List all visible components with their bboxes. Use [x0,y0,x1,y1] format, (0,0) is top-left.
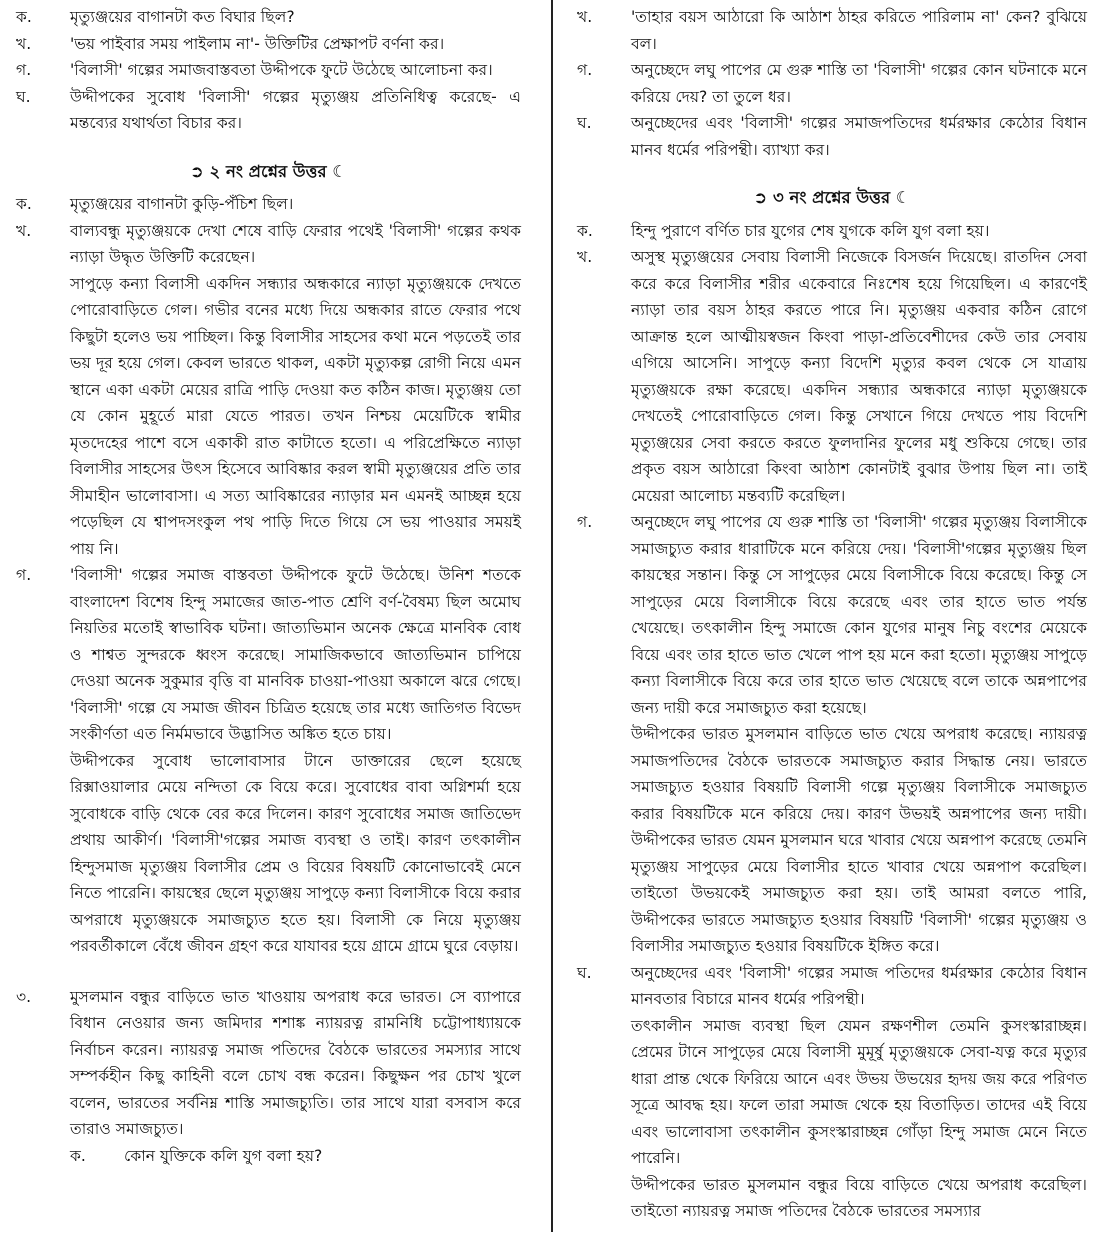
question-number: ৩. [16,987,32,1006]
answer-item [16,218,521,271]
item-marker: ক. [577,221,593,240]
right-column [577,4,1087,1225]
question-item [577,57,1087,110]
item-text: অনুচ্ছেদে লঘু পাপের যে গুরু শাস্তি তা 'বিলাসী' গল্পের মৃত্যুঞ্জয় বিলাসীকে সমাজচ্যুত করার ধারাটিকে মনে করিয়ে দেয়। 'বিলাসী'গল্পের মৃত্যুঞ্জয় ছিল কায়স্থের সন্তান। কিন্তু সে সাপুড়ের মেয়ে বিলাসীকে বিয়ে করেছে। কিন্তু সে সাপুড়ের মেয়ে বিলাসীকে বিয়ে করেছে এবং তার হাতে ভাত পর্যন্ত খেয়েছে। তৎকালীন হিন্দু সমাজে কোন যুগের মানুষ নিচু বংশের মেয়েকে বিয়ে এবং তার হাতে ভাত খেলে পাপ হয় মনে করা হতো। মৃত্যুঞ্জয় সাপুড়ে কন্যা বিলাসীকে বিয়ে করে তার হাতে ভাত খেয়েছে বলে তাকে অন্নপাপের জন্য দায়ী করে সমাজচ্যুত করা হয়েছে। [631,513,1087,717]
item-marker: ক. [70,1146,86,1165]
answer-paragraph: তৎকালীন সমাজ ব্যবস্থা ছিল যেমন রক্ষণশীল তেমনি কুসংস্কারাচ্ছন্ন। প্রেমের টানে সাপুড়ের মেয়ে বিলাসী মুমূর্ষু মৃত্যুঞ্জয়কে সেবা-যত্ন করে মৃত্যুর ধারা প্রান্ত থেকে ফিরিয়ে আনে এবং উভয় উভয়ের হৃদয় জয় করে পরিণত সূত্রে আবদ্ধ হয়। ফলে তারা সমাজ থেকে হয় বিতাড়িত। তাদের এই বিয়ে এবং ভালোবাসা তৎকালীন কুসংস্কারাচ্ছন্ন গোঁড়া হিন্দু সমাজ মেনে নিতে পারেনি। [631,1016,1087,1167]
item-text: 'বিলাসী' গল্পের সমাজবাস্তবতা উদ্দীপকে ফুটে উঠেছে আলোচনা কর। [70,61,493,79]
item-marker: গ. [577,513,593,531]
item-marker: খ. [577,248,593,266]
question-item [16,57,521,84]
left-column [16,4,521,1169]
item-marker: গ. [16,566,32,584]
item-marker: খ. [577,8,593,26]
item-marker: গ. [16,61,32,79]
item-marker: ঘ. [16,87,31,106]
item-marker: ক. [16,8,32,26]
item-marker: ঘ. [577,114,592,132]
question-item [16,1143,521,1170]
item-text: অনুচ্ছেদের এবং 'বিলাসী' গল্পের সমাজ পতিদের ধর্মরক্ষার কেঠোর বিধান মানবতার বিচারে মানব ধর্মের পরিপন্থী। [631,963,1087,1008]
column-divider [551,0,553,1232]
item-text: অনুচ্ছেদে লঘু পাপের মে গুরু শাস্তি তা 'বিলাসী' গল্পের কোন ঘটনাকে মনে করিয়ে দেয়? তা তুলে ধর। [631,61,1087,106]
question-stem: মুসলমান বন্ধুর বাড়িতে ভাত খাওয়ায় অপরাধ করে ভারত। সে ব্যাপারে বিধান নেওয়ার জন্য জমিদার শশাঙ্ক ন্যায়রত্ন রামনিধি চট্টোপাধ্যায়কে নির্বাচন করেন। ন্যায়রত্ন সমাজ পতিদের বৈঠকে ভারতের সমস্যার সাথে সম্পর্কহীন কিছু কাহিনী বলে চোখ বন্ধ করেন। কিছুক্ষন পর চোখ খুলে বলেন, ভারতের সর্বনিম্ন শাস্তি সমাজচ্যুতি। তার সাথে যারা বসবাস করে তারাও সমাজচ্যুত। [70,987,521,1138]
answer-item [577,960,1087,1013]
item-marker: ক. [16,195,32,213]
question-item [577,110,1087,163]
answer-heading: ➲ ২ নং প্রশ্নের উত্তর ☾ [189,161,348,181]
answer-item [577,218,1087,245]
item-marker: ঘ. [577,963,592,982]
item-text: অনুচ্ছেদের এবং 'বিলাসী' গল্পের সমাজপতিদের ধর্মরক্ষার কেঠোর বিধান মানব ধর্মের পরিপন্থী। ব্যাখ্যা কর। [631,114,1087,159]
item-text: উদ্দীপকের সুবোধ 'বিলাসী' গল্পের মৃত্যুঞ্জয় প্রতিনিধিত্ব করেছে- এ মন্তব্যের যথার্থতা বিচার কর। [70,87,521,132]
question-item [577,4,1087,57]
item-text: হিন্দু পুরাণে বর্ণিত চার যুগের শেষ যুগকে কলি যুগ বলা হয়। [631,221,990,240]
item-marker: গ. [577,61,593,79]
answer-paragraph: উদ্দীপকের ভারত মুসলমান বন্ধুর বিয়ে বাড়িতে খেয়ে অপরাধ করেছিল। তাইতো ন্যায়রত্ন সমাজ পতিদের বৈঠকে ভারতের সমস্যার [631,1175,1087,1220]
answer-item [16,562,521,748]
item-text: মৃত্যুঞ্জয়ের বাগানটা কত বিঘার ছিল? [70,8,295,26]
item-marker: খ. [16,221,32,240]
question-item [16,4,521,31]
item-text: কোন যুক্তিকে কলি যুগ বলা হয়? [124,1146,323,1165]
answer-item [16,191,521,218]
question-item [16,84,521,137]
question-item [16,984,521,1143]
answer-paragraph: উদ্দীপকের সুবোধ ভালোবাসার টানে ডাক্তারের ছেলে হয়েছে রিক্সাওয়ালার মেয়ে নন্দিতা কে বিয়ে করে। সুবোধের বাবা অগ্নিশর্মা হয়ে সুবোধকে বাড়ি থেকে বের করে দিলেন। কারণ সুবোধের সমাজ জাতিভেদ প্রথায় আকীর্ণ। 'বিলাসী'গল্পের সমাজ ব্যবস্থা ও তাই। কারণ তৎকালীন হিন্দুসমাজ মৃত্যুঞ্জয় বিলাসীর প্রেম ও বিয়ের বিষয়টি কোনোভাবেই মেনে নিতে পারেনি। কায়স্থের ছেলে মৃত্যুঞ্জয় সাপুড়ে কন্যা বিলাসীকে বিয়ে করার অপরাধে মৃত্যুঞ্জয়কে সমাজচ্যুত হতে হয়। বিলাসী কে নিয়ে মৃত্যুঞ্জয় পরবর্তীকালে বেঁধে জীবন গ্রহণ করে যাযাবর হয়ে গ্রামে গ্রামে ঘুরে বেড়ায়। [70,751,521,955]
answer-paragraph: উদ্দীপকের ভারত মুসলমান বাড়িতে ভাত খেয়ে অপরাধ করেছে। ন্যায়রত্ন সমাজপতিদের বৈঠকে ভারতকে সমাজচ্যুত করার সিদ্ধান্ত নেয়। ভারতে সমাজচ্যুত হওয়ার বিষয়টি বিলাসী গল্পে মৃত্যুঞ্জয় বিলাসীকে সমাজচ্যুত করার বিষয়টিকে মনে করিয়ে দেয়। কারণ উভয়ই অন্নপাপের জন্য দায়ী। উদ্দীপকের ভারত যেমন মুসলমান ঘরে খাবার খেয়ে অন্নপাপ করেছে তেমনি মৃত্যুঞ্জয় সাপুড়ের মেয়ে বিলাসীর হাতে খাবার খেয়ে অন্নপাপ করেছিল। তাইতো উভয়কেই সমাজচ্যুত করা হয়। তাই আমরা বলতে পারি, উদ্দীপকের ভারতে সমাজচ্যুত হওয়ার বিষয়টি 'বিলাসী' গল্পের মৃত্যুঞ্জয় ও বিলাসীর সমাজচ্যুত হওয়ার বিষয়টিকে ইঙ্গিত করে। [631,725,1087,955]
answer-item [577,244,1087,509]
item-marker: খ. [16,34,32,53]
item-text: 'তাহার বয়স আঠারো কি আঠাশ ঠাহর করিতে পারিলাম না' কেন? বুঝিয়ে বল। [631,8,1087,53]
item-text: অসুস্থ মৃত্যুঞ্জয়ের সেবায় বিলাসী নিজেকে বিসর্জন দিয়েছে। রাতদিন সেবা করে করে বিলাসীর শরীর একেবারে নিঃশেষ হয়ে গিয়েছিল। এ কারণেই ন্যাড়া তার বয়স ঠাহর করতে পারে নি। মৃত্যুঞ্জয় একবার কঠিন রোগে আক্রান্ত হলে আত্মীয়স্বজন কিংবা পাড়া-প্রতিবেশীদের কেউ তার সেবায় এগিয়ে আসেনি। সাপুড়ে কন্যা বিদেশি মৃত্যুর কবল থেকে সে যাত্রায় মৃত্যুঞ্জয়কে রক্ষা করেছে। একদিন সন্ধ্যার অন্ধকারে ন্যাড়া মৃত্যুঞ্জয়কে দেখতেই পোরোবাড়িতে গেল। কিন্তু সেখানে গিয়ে দেখতে পায় বিদেশি মৃত্যুঞ্জয়ের সেবা করতে করতে ফুলদানির ফুলের মধু শুকিয়ে গেছে। তার প্রকৃত বয়স আঠারো কিংবা আঠাশ কোনটাই বুঝার উপায় ছিল না। তাই মেয়েরা আলোচ্য মন্তব্যটি করেছিল। [631,248,1087,505]
answer-heading: ➲ ৩ নং প্রশ্নের উত্তর ☾ [753,188,911,207]
item-text: বাল্যবন্ধু মৃত্যুঞ্জয়কে দেখা শেষে বাড়ি ফেরার পথেই 'বিলাসী' গল্পের কথক ন্যাড়া উদ্ধৃত উক্তিটি করেছেন। [70,221,521,266]
question-item [16,31,521,58]
item-text: মৃত্যুঞ্জয়ের বাগানটা কুড়ি-পঁচিশ ছিল। [70,195,294,213]
answer-paragraph: সাপুড়ে কন্যা বিলাসী একদিন সন্ধ্যার অন্ধকারে ন্যাড়া মৃত্যুঞ্জয়কে দেখতে পোরোবাড়িতে গেল। গভীর বনের মধ্যে দিয়ে অন্ধকার রাতে ফেরার পথে কিছুটা হলেও ভয় পাচ্ছিল। কিন্তু বিলাসীর সাহসের কথা মনে পড়তেই তার ভয় দূর হয়ে গেল। কেবল ভারতে থাকল, একটা মৃত্যুকল্প রোগী নিয়ে এমন স্থানে একা একটা মেয়ের রাত্রি পাড়ি দেওয়া কত কঠিন কাজ। মৃত্যুঞ্জয় তো যে কোন মুহূর্তে মারা যেতে পারত। তখন নিশ্চয় মেয়েটিকে স্বামীর মৃতদেহের পাশে বসে একাকী রাত কাটাতে হতো। এ পরিপ্রেক্ষিতে ন্যাড়া বিলাসীর সাহসের উৎস হিসেবে আবিষ্কার করল স্বামী মৃত্যুঞ্জয়ের প্রতি তার সীমাহীন ভালোবাসা। এ সত্য আবিষ্কারের ন্যাড়ার মন এমনই আচ্ছন্ন হয়ে পড়েছিল যে শ্বাপদসংকুল পথ পাড়ি দিতে গিয়ে সে ভয় পাওয়ার সময়ই পায় নি। [70,274,521,558]
answer-item [577,509,1087,721]
item-text: 'ভয় পাইবার সময় পাইলাম না'- উক্তিটির প্রেক্ষাপট বর্ণনা কর। [70,34,445,53]
item-text: 'বিলাসী' গল্পের সমাজ বাস্তবতা উদ্দীপকে ফুটে উঠেছে। উনিশ শতকে বাংলাদেশ বিশেষ হিন্দু সমাজের জাত-পাত শ্রেণি বর্ণ-বৈষম্য ছিল অমোঘ নিয়তির মতোই স্বাভাবিক ঘটনা। জাত্যভিমান অনেক ক্ষেত্রে মানবিক বোধ ও শাশ্বত সুন্দরকে ধ্বংস করেছে। সামাজিকভাবে জাত্যভিমান চাপিয়ে দেওয়া অনেক সুকুমার বৃত্তি বা মানবিক চাওয়া-পাওয়া অকালে ঝরে গেছে। 'বিলাসী' গল্পে যে সমাজ জীবন চিত্রিত হয়েছে তার মধ্যে জাতিগত বিভেদ সংকীর্ণতা এত নির্মমভাবে উদ্ভাসিত অঙ্কিত হতে চায়। [70,566,521,743]
